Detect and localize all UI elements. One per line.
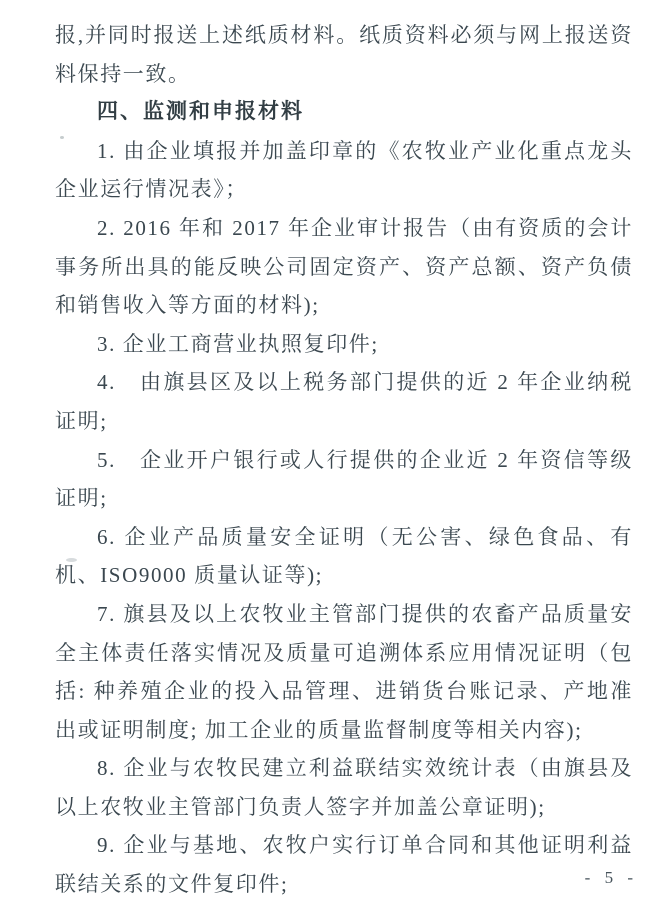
list-item-5: 5. 企业开户银行或人行提供的企业近 2 年资信等级证明; (55, 447, 633, 511)
page-number: - 5 - (584, 868, 638, 887)
list-item-2: 2. 2016 年和 2017 年企业审计报告（由有资质的会计事务所出具的能反映公司固定资产、资产总额、资产负债和销售收入等方面的材料); (55, 215, 633, 318)
section-heading: 四、监测和申报材料 (97, 100, 304, 124)
scan-speck (60, 136, 64, 139)
document-body (55, 16, 633, 904)
paragraph-continuation: 报,并同时报送上述纸质材料。纸质资料必须与网上报送资料保持一致。 (55, 23, 633, 86)
list-item-6: 6. 企业产品质量安全证明（无公害、绿色食品、有机、ISO9000 质量认证等); (55, 524, 633, 588)
list-item-4: 4. 由旗县区及以上税务部门提供的近 2 年企业纳税证明; (55, 370, 633, 433)
list-item-8: 8. 企业与农牧民建立利益联结实效统计表（由旗县及以上农牧业主管部门负责人签字并加盖公章证明); (55, 756, 633, 819)
list-item-3: 3. 企业工商营业执照复印件; (97, 331, 379, 356)
scan-speck (66, 558, 77, 562)
list-item-9: 9. 企业与基地、农牧户实行订单合同和其他证明利益联结关系的文件复印件; (55, 833, 633, 897)
list-item-7: 7. 旗县及以上农牧业主管部门提供的农畜产品质量安全主体责任落实情况及质量可追溯体系应用情况证明（包括: 种养殖企业的投入品管理、进销货台账记录、产地准出或证明制度; 加工企业的质量监督制度等相关内容); (55, 601, 633, 742)
list-item-1: 1. 由企业填报并加盖印章的《农牧业产业化重点龙头企业运行情况表》； (55, 138, 633, 202)
